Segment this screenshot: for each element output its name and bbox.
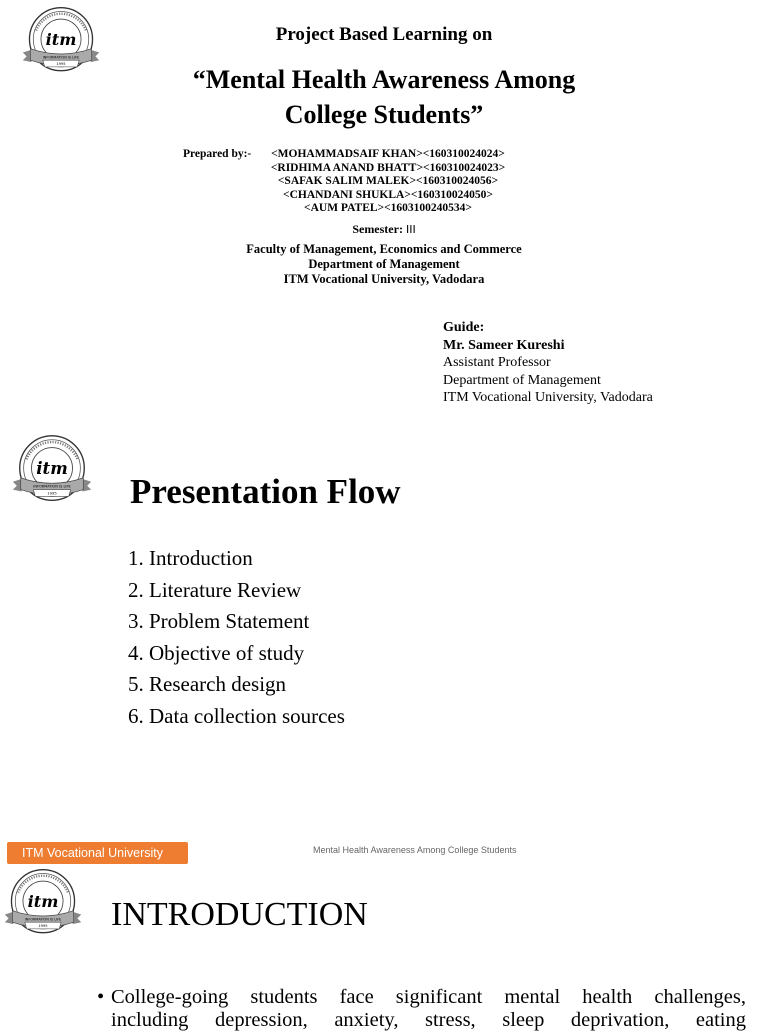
introduction-title: INTRODUCTION [111, 896, 368, 933]
list-item: 3. Problem Statement [128, 609, 310, 634]
prepared-label: Prepared by:- [183, 148, 252, 160]
logo-text: itm [27, 891, 59, 911]
guide-name: Mr. Sameer Kureshi [443, 337, 565, 353]
student-5: <AUM PATEL><1603100240534> [304, 202, 472, 214]
logo-year: 1995 [47, 491, 57, 496]
list-item: 1. Introduction [128, 546, 253, 570]
department-name: Department of Management [308, 257, 460, 271]
list-item: 4. Objective of study [128, 640, 305, 665]
guide-university: ITM Vocational University, Vadodara [443, 390, 653, 405]
bullet-dot-icon: • [97, 986, 105, 1008]
project-title-line1: “Mental Health Awareness Among [192, 65, 576, 94]
flow-list [128, 544, 345, 734]
logo-ribbon-text: INFORMATION IS LIFE [33, 484, 71, 489]
guide-designation: Assistant Professor [443, 355, 551, 370]
logo-text: itm [45, 29, 77, 49]
list-item: 6. Data collection sources [128, 703, 345, 728]
student-1: <MOHAMMADSAIF KHAN><160310024024> [271, 148, 505, 160]
university-badge: ITM Vocational University [7, 842, 188, 864]
project-title-line2: College Students” [284, 100, 484, 129]
project-subtitle: Project Based Learning on [275, 24, 493, 45]
itm-seal-logo [8, 432, 96, 512]
bullet-line-2: including depression, anxiety, stress, sleep deprivation, eating [111, 1009, 746, 1031]
student-3: <SAFAK SALIM MALEK><160310024056> [277, 175, 499, 187]
student-4: <CHANDANI SHUKLA><160310024050> [283, 188, 493, 201]
student-list [263, 148, 513, 216]
faculty-name: Faculty of Management, Economics and Commerce [246, 242, 522, 256]
semester [0, 222, 768, 237]
university-name: ITM Vocational University, Vadodara [283, 272, 485, 286]
slide-footer: Mental Health Awareness Among College Students [313, 845, 517, 855]
semester-value: III [405, 223, 416, 236]
faculty-block [0, 242, 768, 287]
presentation-flow-title: Presentation Flow [130, 472, 401, 511]
guide-label: Guide: [443, 320, 485, 335]
logo-ribbon-text: INFORMATION IS LIFE [42, 55, 80, 60]
list-item: 5. Research design [128, 672, 287, 697]
guide-block [443, 319, 653, 407]
semester-label: Semester: [352, 222, 403, 236]
logo-year: 1995 [38, 923, 48, 928]
logo-year: 1995 [56, 61, 66, 66]
student-2: <RIDHIMA ANAND BHATT><160310024023> [270, 161, 506, 174]
list-item: 2. Literature Review [128, 577, 302, 602]
logo-ribbon-text: INFORMATION IS LIFE [24, 917, 62, 922]
intro-bullet [97, 986, 746, 1032]
title-slide [0, 0, 768, 420]
itm-seal-logo [0, 866, 86, 944]
project-title [0, 62, 768, 132]
bullet-line-1: College-going students face significant mental health challenges, [111, 986, 746, 1008]
guide-department: Department of Management [443, 372, 601, 388]
logo-text: itm [36, 457, 68, 478]
